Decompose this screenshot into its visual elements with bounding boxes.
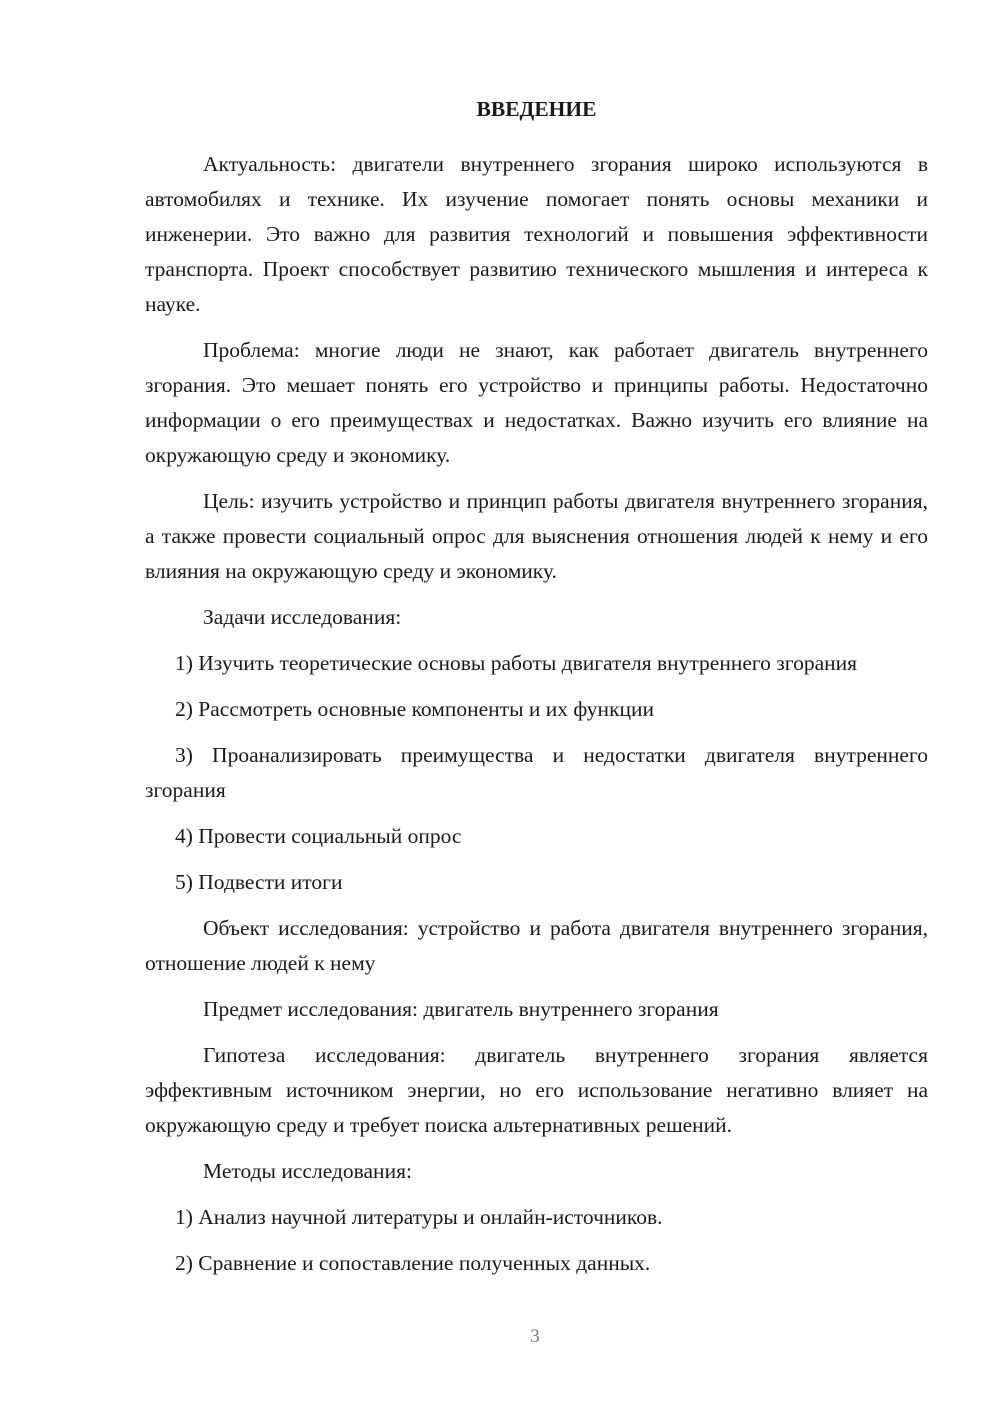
methods-heading: Методы исследования: [203,1159,412,1183]
hypothesis-paragraph: Гипотеза исследования: двигатель внутреннего згорания является эффективным источником энергии, но его использование негативно влияет на окружающую среду и требует поиска альтернативных решений. [145,1043,928,1137]
page-title: ВВЕДЕНИЕ [476,97,597,121]
tasks-heading: Задачи исследования: [203,605,402,629]
list-item: 2) Рассмотреть основные компоненты и их функции [175,697,655,721]
list-item: 3) Проанализировать преимущества и недостатки двигателя внутреннего згорания [145,743,928,802]
list-item: 4) Провести социальный опрос [175,824,462,848]
page-number: 3 [530,1326,540,1347]
relevance-paragraph: Актуальность: двигатели внутреннего згорания широко используются в автомобилях и технике. Их изучение помогает понять основы механики и инженерии. Это важно для развития технологий и повышения эффективности транспорта. Проект способствует развитию технического мышления и интереса к науке. [145,152,928,316]
list-item: 5) Подвести итоги [175,870,343,894]
list-item: 1) Изучить теоретические основы работы двигателя внутреннего згорания [175,651,858,675]
problem-paragraph: Проблема: многие люди не знают, как работает двигатель внутреннего згорания. Это мешает понять его устройство и принципы работы. Недостаточно информации о его преимуществах и недостатках. Важно изучить его влияние на окружающую среду и экономику. [145,338,928,467]
object-paragraph: Объект исследования: устройство и работа двигателя внутреннего згорания, отношение людей к нему [145,916,928,975]
methods-list [145,1200,928,1281]
list-item: 1) Анализ научной литературы и онлайн-источников. [175,1205,663,1229]
subject-paragraph: Предмет исследования: двигатель внутреннего згорания [203,997,719,1021]
list-item: 2) Сравнение и сопоставление полученных данных. [175,1251,651,1275]
document-page [145,92,928,1292]
tasks-list [145,646,928,900]
goal-paragraph: Цель: изучить устройство и принцип работы двигателя внутреннего згорания, а также провести социальный опрос для выяснения отношения людей к нему и его влияния на окружающую среду и экономику. [145,489,928,583]
